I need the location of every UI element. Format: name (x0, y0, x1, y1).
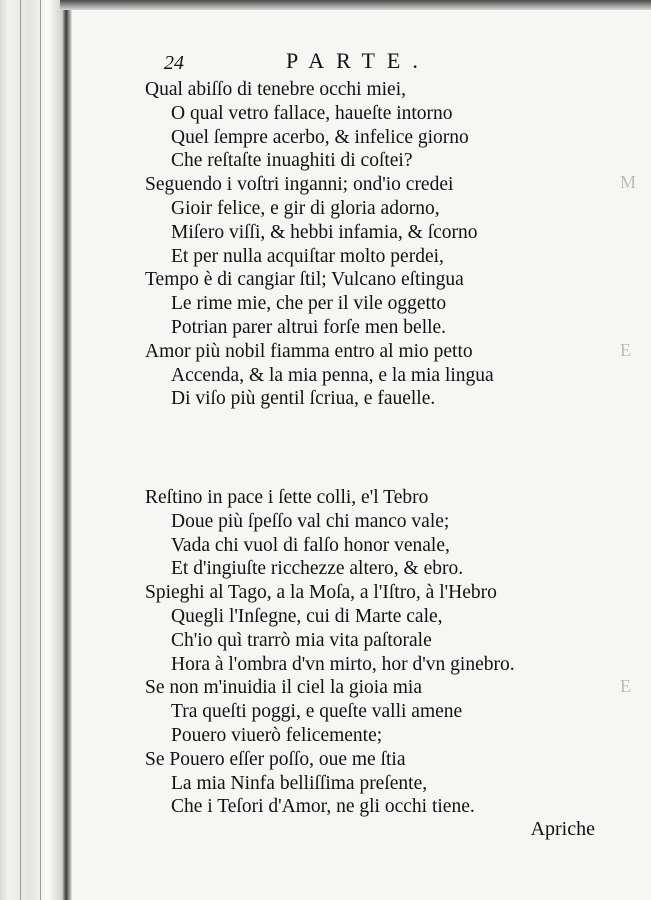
verse-line: Tra queſti poggi, e queſte valli amene (171, 701, 463, 723)
verse-line: Quel ſempre acerbo, & infelice giorno (171, 126, 469, 148)
verse-line: Pouero viuerò felicemente; (171, 724, 383, 746)
verse-line: Amor più nobil fiamma entro al mio petto (145, 340, 473, 362)
verse-line: Seguendo i voſtri inganni; ond'io credei (145, 174, 454, 196)
verse-line: O qual vetro fallace, haueſte intorno (171, 102, 453, 124)
verse-line: Doue più ſpeſſo val chi manco vale; (171, 510, 450, 532)
verse-line: Potrian parer altrui forſe men belle. (171, 316, 447, 338)
page-number: 24 (164, 52, 184, 74)
page-edge-line (20, 0, 21, 900)
verse-line: Se non m'inuidia il ciel la gioia mia (145, 677, 422, 699)
book-gutter (0, 0, 72, 900)
verse-line: Tempo è di cangiar ſtil; Vulcano eſtingua (145, 269, 464, 291)
verse-line: Reſtino in pace i ſette colli, e'l Tebro (145, 487, 429, 508)
verse-line: Et d'ingiuſte ricchezze altero, & ebro. (171, 558, 464, 580)
verse-line: Et per nulla acquiſtar molto perdei, (171, 245, 444, 267)
verse-line: Di viſo più gentil ſcriua, e fauelle. (171, 388, 436, 410)
verse-line: La mia Ninfa belliſſima preſente, (171, 772, 428, 794)
verse-line: Qual abiſſo di tenebre occhi miei, (145, 79, 406, 100)
running-head: PARTE. (286, 48, 430, 73)
verse-line: Le rime mie, che per il vile oggetto (171, 293, 447, 315)
page-edge-line (40, 0, 41, 900)
catchword: Apriche (530, 818, 595, 840)
verse-line: Che i Teſori d'Amor, ne gli occhi tiene. (171, 796, 475, 818)
verse-line: Miſero viſſi, & hebbi infamia, & ſcorno (171, 221, 478, 243)
verse-line: Ch'io quì trarrò mia vita paſtorale (171, 629, 432, 651)
verse-line: Vada chi vuol di falſo honor venale, (171, 534, 450, 556)
verse-line: Che reſtaſte inuaghiti di coſtei? (171, 150, 413, 172)
verse-line: Se Pouero eſſer poſſo, oue me ſtia (145, 748, 406, 770)
stanza-1 (145, 78, 494, 411)
verse-line: Spieghi al Tago, a la Moſa, a l'Iſtro, à l'Hebro (145, 582, 497, 604)
verse-line: Gioir felice, e gir di gloria adorno, (171, 197, 440, 219)
verse-line: Hora à l'ombra d'vn mirto, hor d'vn ginebro. (171, 653, 515, 675)
bleed-through-mark: E (620, 676, 631, 696)
verse-line: Quegli l'Inſegne, cui di Marte cale, (171, 605, 443, 627)
top-shadow (60, 0, 651, 10)
bleed-through-mark: E (620, 340, 631, 360)
verse-line: Accenda, & la mia penna, e la mia lingua (171, 364, 494, 386)
bleed-through-mark: M (620, 172, 637, 192)
stanza-2 (145, 486, 515, 819)
